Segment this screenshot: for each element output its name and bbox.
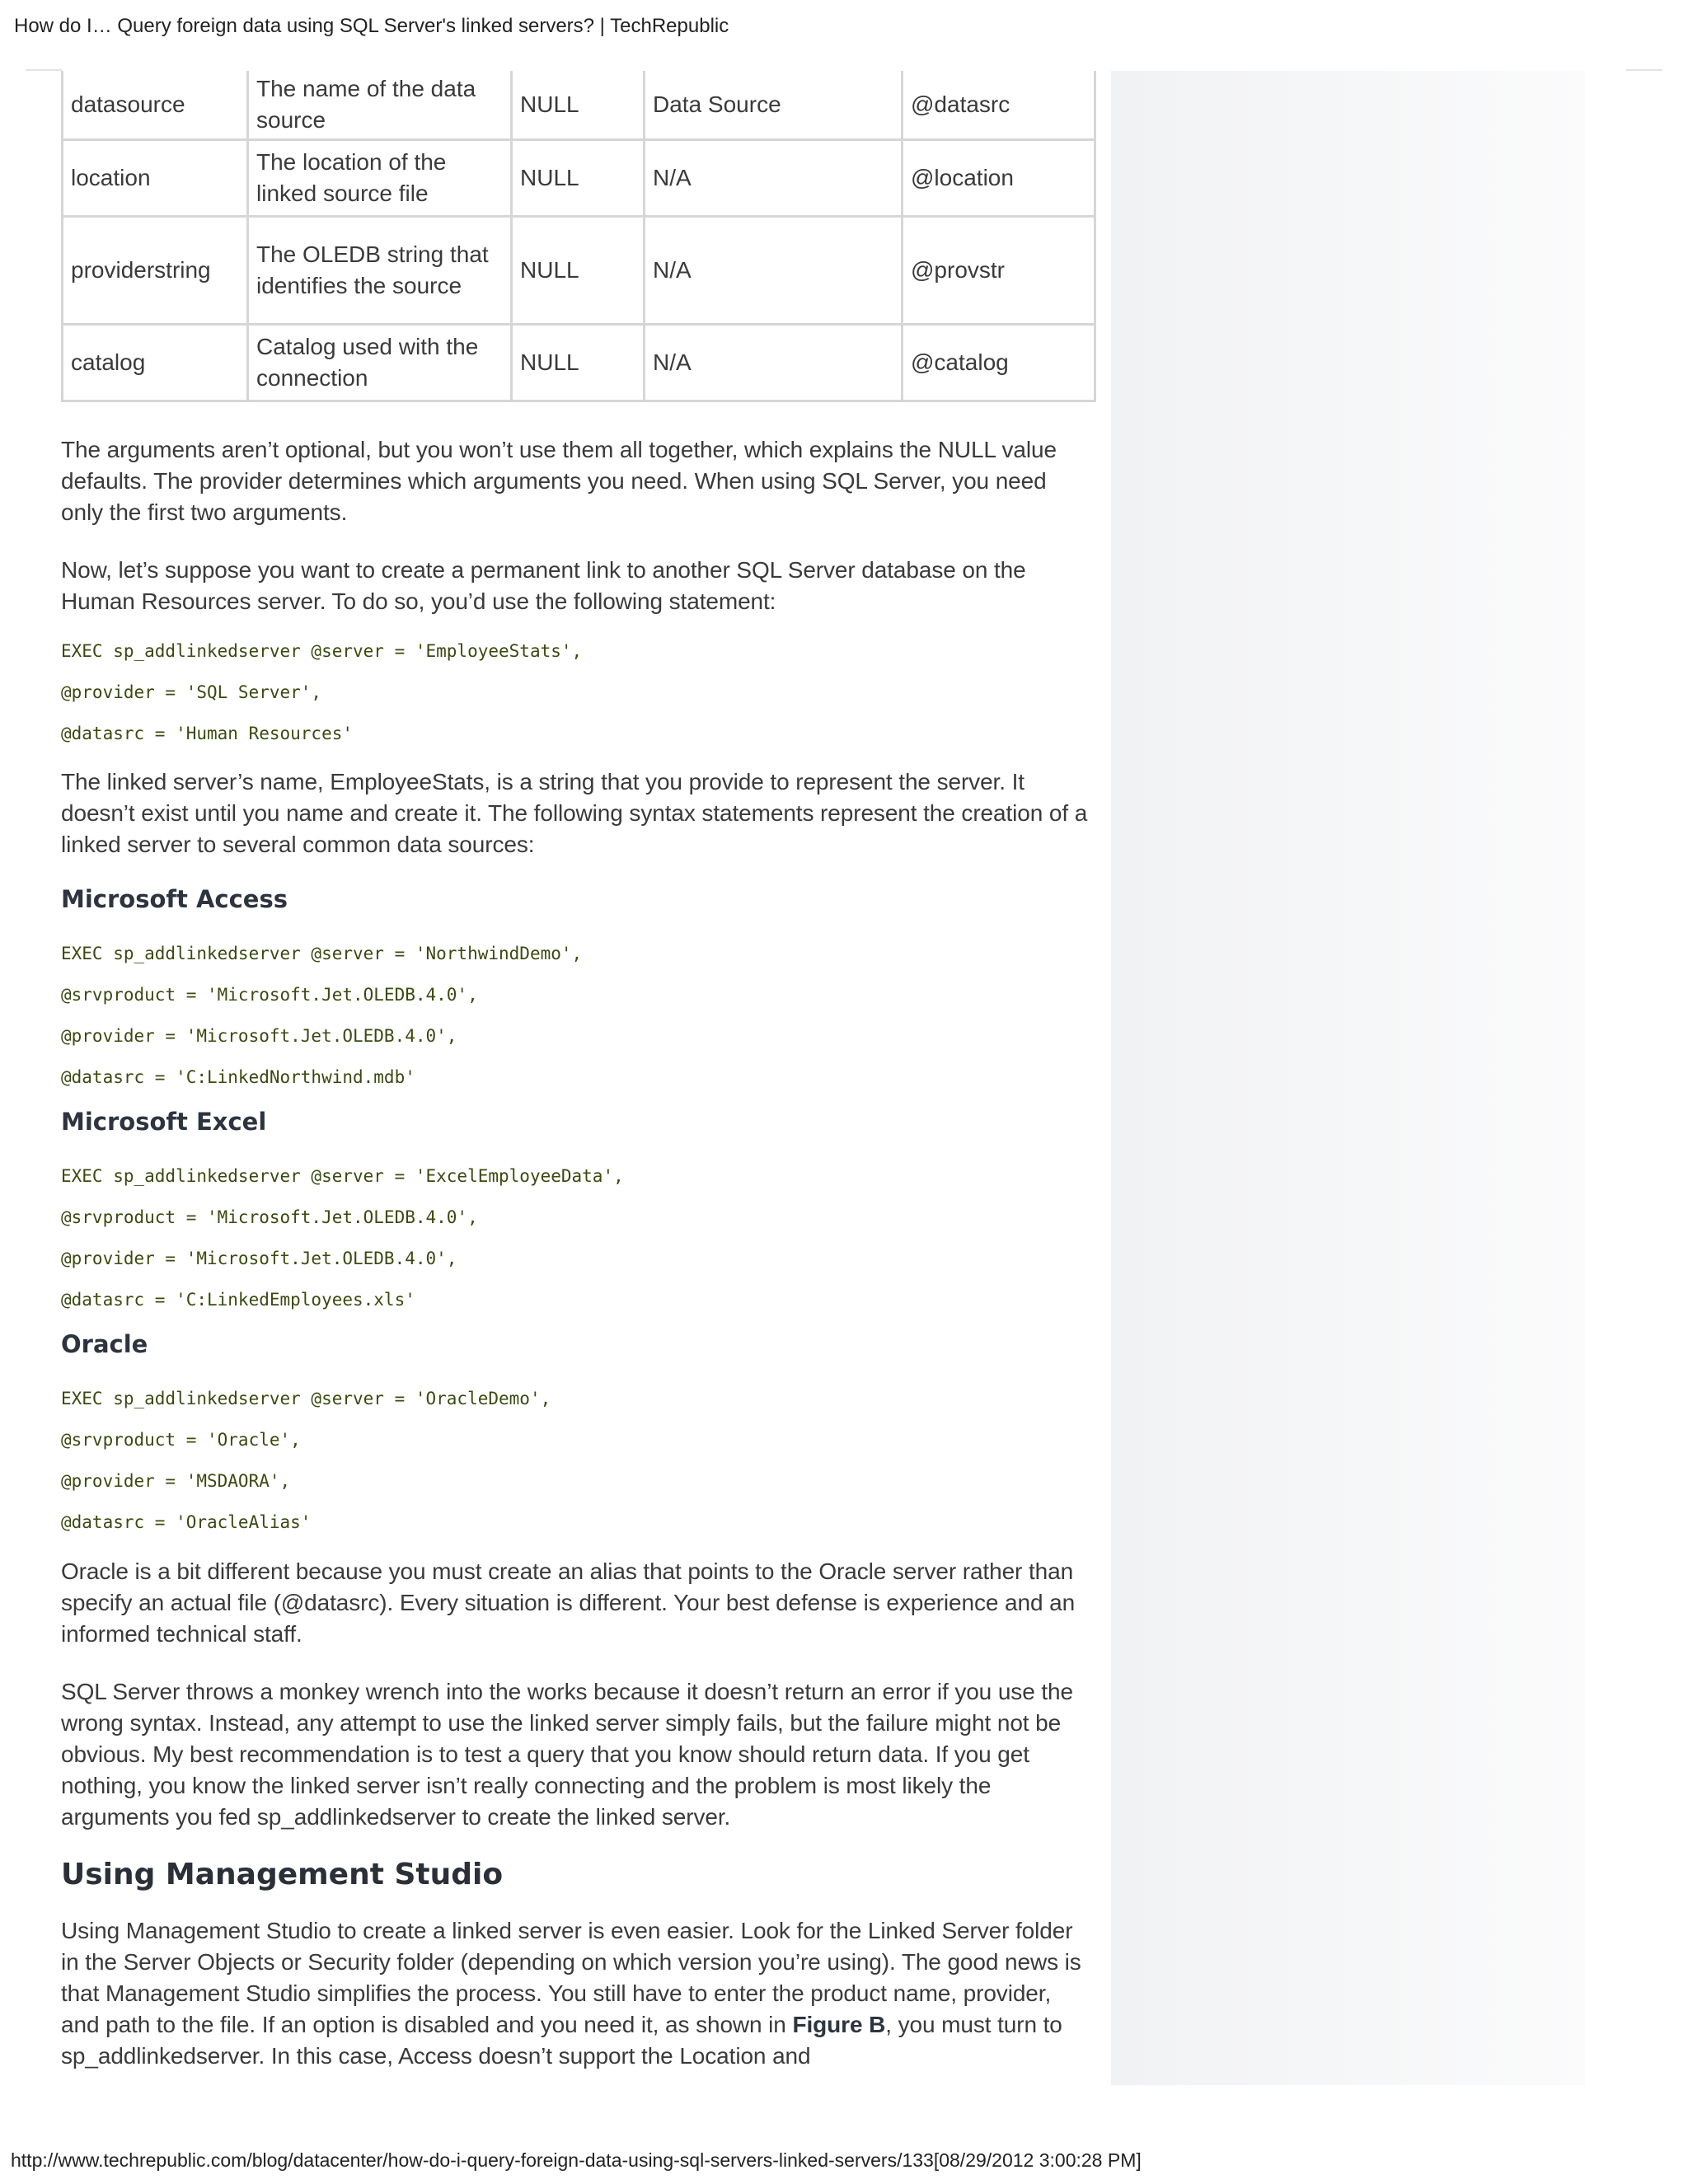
table-cell: @catalog bbox=[903, 325, 1095, 401]
table-cell: N/A bbox=[645, 217, 903, 325]
table-row bbox=[63, 325, 1095, 401]
table-cell: @datasrc bbox=[903, 71, 1095, 140]
code-line: @provider = 'SQL Server', bbox=[61, 682, 322, 702]
heading-microsoft-access: Microsoft Access bbox=[61, 885, 288, 913]
page-title: How do I… Query foreign data using SQL Server's linked servers? | TechRepublic bbox=[14, 15, 729, 37]
header-divider-left bbox=[26, 69, 62, 71]
code-line: @datasrc = 'C:LinkedEmployees.xls' bbox=[61, 1290, 415, 1310]
code-line: @datasrc = 'C:LinkedNorthwind.mdb' bbox=[61, 1067, 415, 1087]
footer-url: http://www.techrepublic.com/blog/datacenter/how-do-i-query-foreign-data-using-sql-servers-linked-servers/133[08/29/2012 3:00:28 PM] bbox=[11, 2149, 1142, 2171]
sidebar-panel bbox=[1111, 71, 1585, 2085]
code-line: @datasrc = 'Human Resources' bbox=[61, 724, 354, 743]
heading-microsoft-excel: Microsoft Excel bbox=[61, 1108, 267, 1136]
code-line: EXEC sp_addlinkedserver @server = 'EmployeeStats', bbox=[61, 641, 583, 661]
code-block-oracle bbox=[61, 1386, 551, 1535]
code-line: EXEC sp_addlinkedserver @server = 'NorthwindDemo', bbox=[61, 944, 583, 963]
table-cell: NULL bbox=[512, 217, 645, 325]
table-cell: NULL bbox=[512, 140, 645, 217]
code-line: @srvproduct = 'Oracle', bbox=[61, 1430, 301, 1450]
table-cell: NULL bbox=[512, 325, 645, 401]
paragraph-permanent-link: Now, let’s suppose you want to create a permanent link to another SQL Server database on the Human Resources server. To do so, you’d use the following statement: bbox=[61, 557, 1026, 614]
paragraph-oracle-alias: Oracle is a bit different because you must create an alias that points to the Oracle server rather than specify an actual file (@datasrc). Every situation is different. Your best defense is experience and an informed technical staff. bbox=[61, 1558, 1076, 1647]
table-row bbox=[63, 140, 1095, 217]
table-row bbox=[63, 71, 1095, 140]
table-cell: NULL bbox=[512, 71, 645, 140]
code-block-access bbox=[61, 941, 582, 1090]
code-line: @provider = 'Microsoft.Jet.OLEDB.4.0', bbox=[61, 1249, 457, 1268]
figure-b-reference: Figure B bbox=[792, 2012, 886, 2037]
code-line: @provider = 'MSDAORA', bbox=[61, 1471, 291, 1491]
paragraph-text: , you must turn to sp_addlinkedserver. In this case, Access doesn’t support the Location and bbox=[61, 2012, 1062, 2069]
table-cell: N/A bbox=[645, 140, 903, 217]
paragraph-text: Using Management Studio to create a linked server is even easier. Look for the Linked Server folder in the Server Objects or Security folder (depending on which version you’re using). The good news is that Management Studio simplifies the process. You still have to enter the product name, provider, and path to the file. If an option is disabled and you need it, as shown in bbox=[61, 1918, 1081, 2037]
paragraph-management-studio bbox=[61, 1915, 1094, 2072]
paragraph-linked-server-name: The linked server’s name, EmployeeStats, is a string that you provide to represent the server. It doesn’t exist until you name and create it. The following syntax statements represent the creation of a linked server to several common data sources: bbox=[61, 769, 1088, 857]
heading-using-management-studio: Using Management Studio bbox=[61, 1858, 504, 1891]
table-cell: The location of the linked source file bbox=[248, 140, 512, 217]
table-cell: Catalog used with the connection bbox=[248, 325, 512, 401]
arguments-table bbox=[61, 71, 1096, 402]
table-cell: N/A bbox=[645, 325, 903, 401]
table-cell: @provstr bbox=[903, 217, 1095, 325]
table-cell: The OLEDB string that identifies the source bbox=[248, 217, 512, 325]
header-divider-right bbox=[1626, 69, 1662, 71]
code-line: @provider = 'Microsoft.Jet.OLEDB.4.0', bbox=[61, 1026, 457, 1046]
code-line: @srvproduct = 'Microsoft.Jet.OLEDB.4.0', bbox=[61, 985, 478, 1005]
paragraph-arguments: The arguments aren’t optional, but you won’t use them all together, which explains the NULL value defaults. The provider determines which arguments you need. When using SQL Server, you need only the first two arguments. bbox=[61, 437, 1057, 525]
table-cell: datasource bbox=[63, 71, 248, 140]
code-line: @datasrc = 'OracleAlias' bbox=[61, 1512, 312, 1532]
paragraph-monkey-wrench: SQL Server throws a monkey wrench into the works because it doesn’t return an error if you use the wrong syntax. Instead, any attempt to use the linked server simply fails, but the failure might not be obvious. My best recommendation is to test a query that you know should return data. If you get nothing, you know the linked server isn’t really connecting and the problem is most likely the arguments you fed sp_addlinkedserver to create the linked server. bbox=[61, 1679, 1073, 1830]
table-cell: providerstring bbox=[63, 217, 248, 325]
table-cell: The name of the data source bbox=[248, 71, 512, 140]
table-cell: Data Source bbox=[645, 71, 903, 140]
table-cell: catalog bbox=[63, 325, 248, 401]
table-row bbox=[63, 217, 1095, 325]
heading-oracle: Oracle bbox=[61, 1330, 148, 1358]
table-cell: @location bbox=[903, 140, 1095, 217]
code-line: @srvproduct = 'Microsoft.Jet.OLEDB.4.0', bbox=[61, 1207, 478, 1227]
article-body bbox=[61, 71, 1094, 2069]
code-line: EXEC sp_addlinkedserver @server = 'OracleDemo', bbox=[61, 1389, 551, 1408]
code-block-sql-server bbox=[61, 639, 582, 746]
code-line: EXEC sp_addlinkedserver @server = 'ExcelEmployeeData', bbox=[61, 1166, 624, 1186]
code-block-excel bbox=[61, 1164, 624, 1312]
table-cell: location bbox=[63, 140, 248, 217]
